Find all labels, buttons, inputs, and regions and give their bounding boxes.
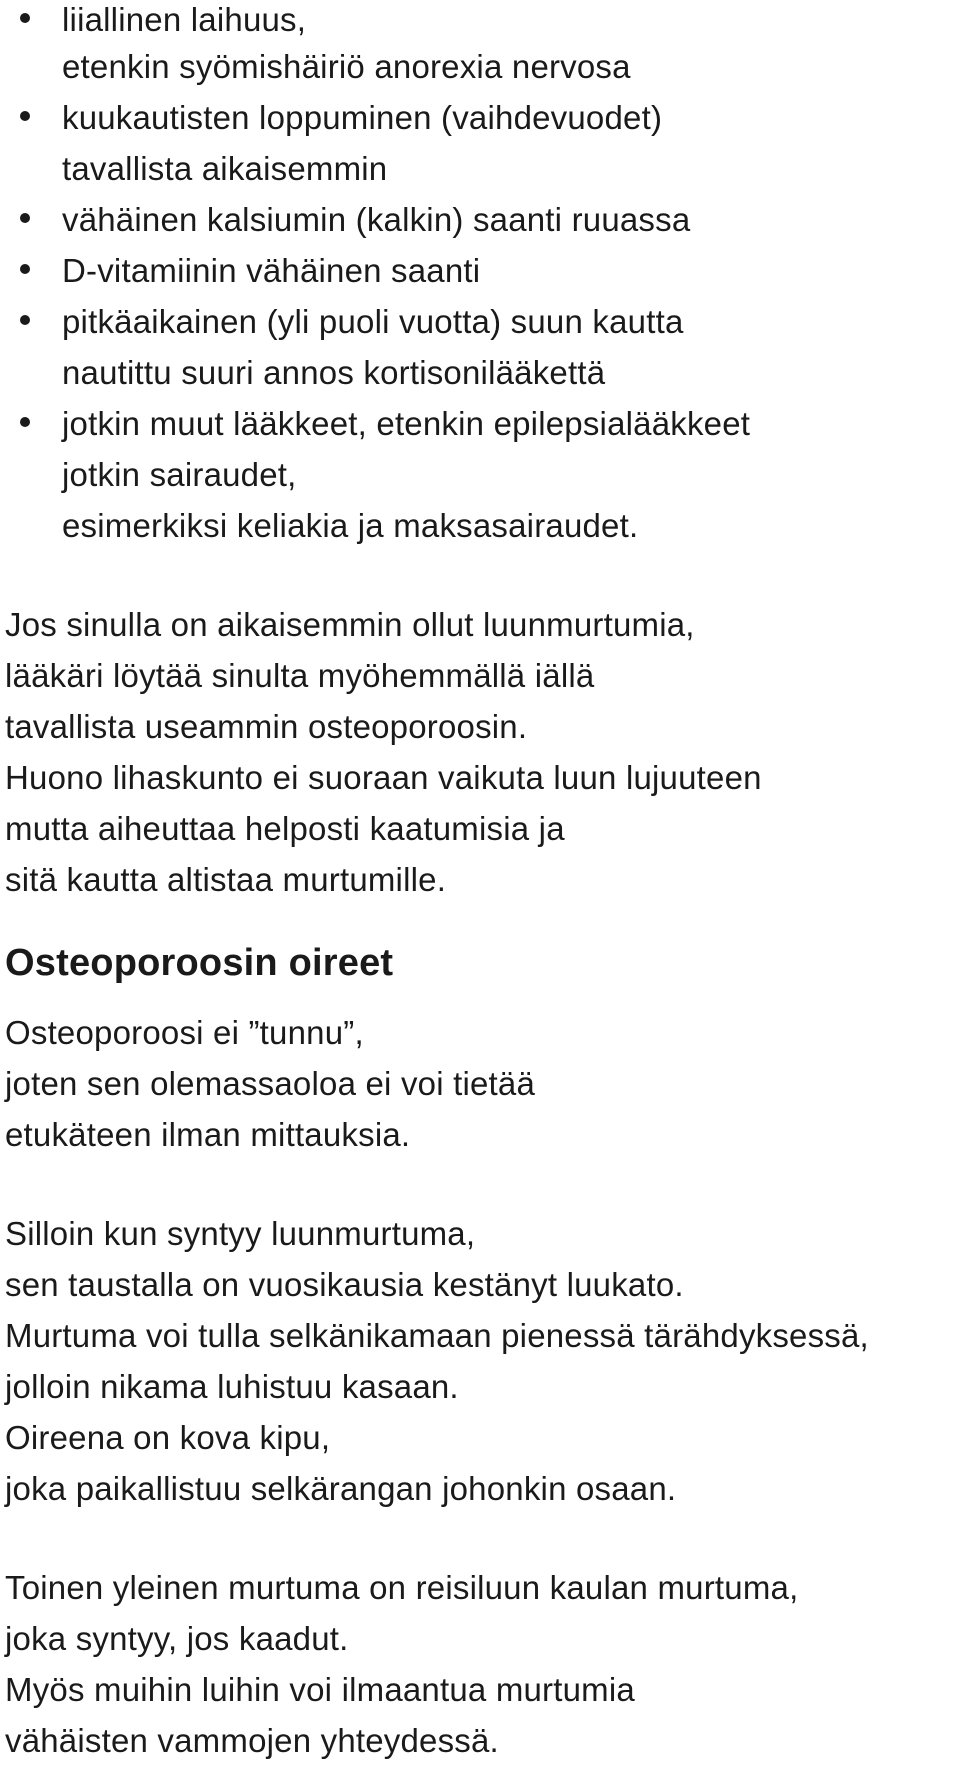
paragraph-line: jolloin nikama luhistuu kasaan. [5,1368,459,1405]
paragraph-line: Oireena on kova kipu, [5,1419,331,1456]
paragraph-line: sen taustalla on vuosikausia kestänyt luukato. [5,1266,684,1303]
paragraph-line: Silloin kun syntyy luunmurtuma, [5,1215,476,1252]
paragraph-line: tavallista useammin osteoporoosin. [5,708,528,745]
paragraph-line: Murtuma voi tulla selkänikamaan pienessä tärähdyksessä, [5,1317,869,1354]
list-item-text: tavallista aikaisemmin [62,150,388,187]
paragraph-line: Osteoporoosi ei ”tunnu”, [5,1014,364,1051]
paragraph-line: vähäisten vammojen yhteydessä. [5,1722,499,1759]
paragraph-line: lääkäri löytää sinulta myöhemmällä iällä [5,657,595,694]
list-item-text: etenkin syömishäiriö anorexia nervosa [62,48,631,85]
paragraph-line: etukäteen ilman mittauksia. [5,1116,411,1153]
paragraph-line: joten sen olemassaoloa ei voi tietää [5,1065,536,1102]
list-item-text: pitkäaikainen (yli puoli vuotta) suun kautta [62,303,684,340]
list-item-text: liiallinen laihuus, [62,1,307,38]
list-item-text: jotkin muut lääkkeet, etenkin epilepsialääkkeet [62,405,751,442]
list-item-text: kuukautisten loppuminen (vaihdevuodet) [62,99,663,136]
list-continuation-text: esimerkiksi keliakia ja maksasairaudet. [62,507,639,544]
paragraph-line: joka syntyy, jos kaadut. [5,1620,349,1657]
paragraph-line: sitä kautta altistaa murtumille. [5,861,447,898]
bullet-marker [20,315,30,325]
bullet-marker [20,264,30,274]
bullet-marker [20,213,30,223]
list-item-text: D-vitamiinin vähäinen saanti [62,252,481,289]
list-continuation-text: jotkin sairaudet, [62,456,297,493]
list-item-text: nautittu suuri annos kortisonilääkettä [62,354,606,391]
bullet-marker [20,417,30,427]
paragraph-line: Toinen yleinen murtuma on reisiluun kaulan murtuma, [5,1569,799,1606]
paragraph-line: mutta aiheuttaa helposti kaatumisia ja [5,810,565,847]
paragraph-line: joka paikallistuu selkärangan johonkin osaan. [5,1470,677,1507]
paragraph-line: Huono lihaskunto ei suoraan vaikuta luun lujuuteen [5,759,762,796]
paragraph-line: Myös muihin luihin voi ilmaantua murtumia [5,1671,635,1708]
list-item-text: vähäinen kalsiumin (kalkin) saanti ruuassa [62,201,691,238]
bullet-marker [20,13,30,23]
section-heading: Osteoporoosin oireet [5,942,394,984]
bullet-marker [20,111,30,121]
paragraph-line: Jos sinulla on aikaisemmin ollut luunmurtumia, [5,606,695,643]
